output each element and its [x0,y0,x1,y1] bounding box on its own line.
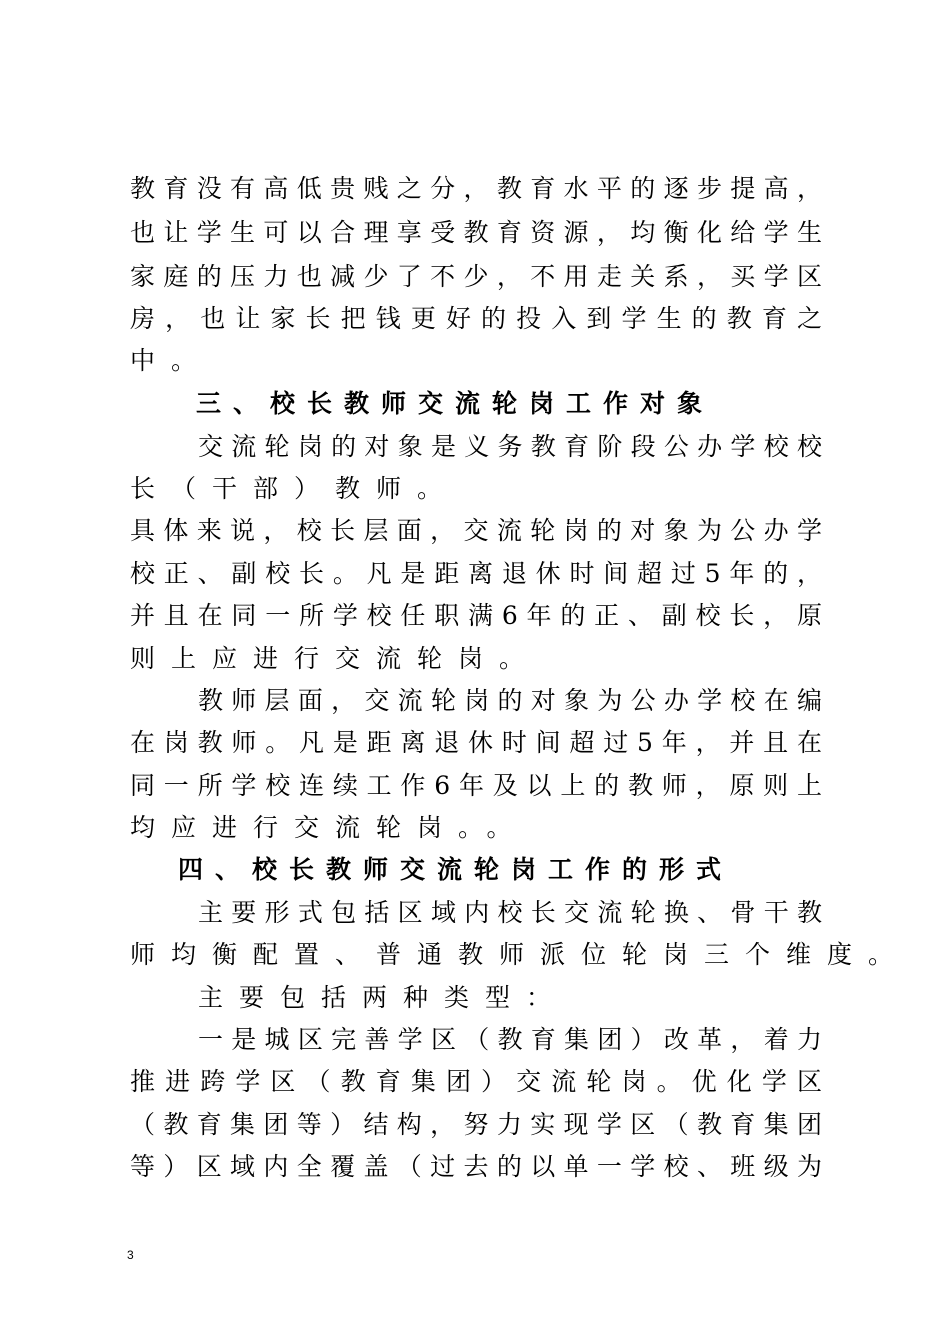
paragraph-line: 均应进行交流轮岗。。 [130,813,528,842]
paragraph-line: 校正、副校长。凡是距离退休时间超过5年的， [130,559,822,588]
paragraph-line: 交流轮岗的对象是义务教育阶段公办学校校 [198,432,822,461]
paragraph-line: 中。 [130,346,213,375]
paragraph-line: 则上应进行交流轮岗。 [130,644,541,673]
paragraph-line: 也让学生可以合理享受教育资源，均衡化给学生 [130,218,822,247]
paragraph-line: 同一所学校连续工作6年及以上的教师，原则上 [130,771,822,800]
paragraph-line: 等）区域内全覆盖（过去的以单一学校、班级为 [130,1152,822,1181]
page-number: 3 [127,1248,134,1262]
paragraph-line: 师均衡配置、普通教师派位轮岗三个维度。 [130,940,910,969]
paragraph-line: 长（干部）教师。 [130,474,459,503]
paragraph-line: 房，也让家长把钱更好的投入到学生的教育之 [130,304,822,333]
paragraph-line: （教育集团等）结构，努力实现学区（教育集团 [130,1110,822,1139]
paragraph-line: 教育没有高低贵贱之分，教育水平的逐步提高， [130,174,822,203]
paragraph-line: 推进跨学区（教育集团）交流轮岗。优化学区 [130,1067,822,1096]
paragraph-line: 并且在同一所学校任职满6年的正、副校长，原 [130,601,822,630]
paragraph-line: 主要包括两种类型： [198,983,568,1012]
section-heading-4: 四、校长教师交流轮岗工作的形式 [178,855,734,884]
paragraph-line: 家庭的压力也减少了不少，不用走关系，买学区 [130,262,822,291]
section-heading-3: 三、校长教师交流轮岗工作对象 [196,389,715,418]
paragraph-line: 主要形式包括区域内校长交流轮换、骨干教 [198,898,822,927]
paragraph-line: 教师层面，交流轮岗的对象为公办学校在编 [198,686,822,715]
paragraph-line: 一是城区完善学区（教育集团）改革，着力 [198,1025,822,1054]
paragraph-line: 具体来说，校长层面，交流轮岗的对象为公办学 [130,516,822,545]
paragraph-line: 在岗教师。凡是距离退休时间超过5年，并且在 [130,728,822,757]
